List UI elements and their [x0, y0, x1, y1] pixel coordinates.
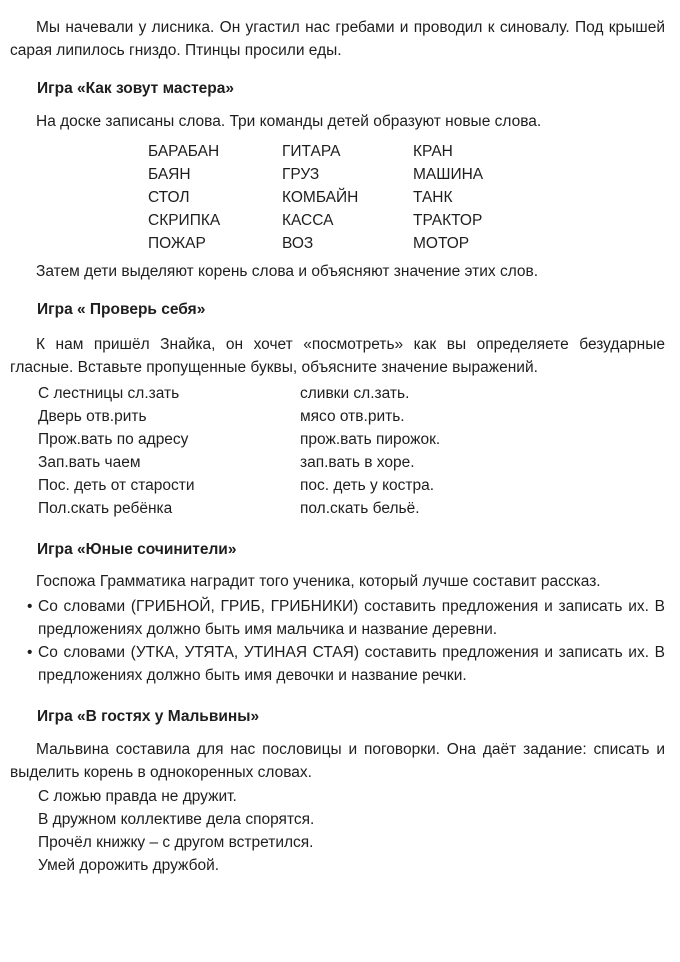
- game4-heading: Игра «В гостях у Мальвины»: [37, 708, 260, 725]
- word-table: [148, 140, 665, 255]
- intro-paragraph: Мы начевали у лисника. Он угастил нас гребами и проводил к синовалу. Под крышей сарая липилось гниздо. Птинцы просили еды.: [10, 19, 665, 59]
- word-cell: ГИТАРА: [282, 143, 341, 160]
- word-cell: СТОЛ: [148, 189, 190, 206]
- exercise-cell: Пол.скать ребёнка: [38, 500, 173, 517]
- exercise-table: [38, 382, 665, 520]
- exercise-cell: зап.вать в хоре.: [300, 454, 415, 471]
- bullet-text: Со словами (УТКА, УТЯТА, УТИНАЯ СТАЯ) составить предложения и записать их. В предложениях должно быть имя девочки и название речки.: [38, 644, 665, 684]
- exercise-cell: сливки сл.зать.: [300, 385, 410, 402]
- word-cell: ТАНК: [413, 189, 453, 206]
- word-cell: ВОЗ: [282, 235, 314, 252]
- word-cell: МОТОР: [413, 235, 470, 252]
- word-cell: СКРИПКА: [148, 212, 221, 229]
- exercise-cell: Пос. деть от старости: [38, 477, 195, 494]
- game4-intro: Мальвина составила для нас пословицы и поговорки. Она даёт задание: списать и выделить корень в однокоренных словах.: [10, 741, 665, 781]
- game2-intro: К нам пришёл Знайка, он хочет «посмотреть» как вы определяете безударные гласные. Вставьте пропущенные буквы, объясните значение выражений.: [10, 336, 665, 376]
- word-cell: БАРАБАН: [148, 143, 220, 160]
- list-item: [10, 595, 665, 641]
- exercise-cell: Зап.вать чаем: [38, 454, 141, 471]
- word-cell: БАЯН: [148, 166, 191, 183]
- game2-heading: Игра « Проверь себя»: [37, 301, 206, 318]
- exercise-cell: пос. деть у костра.: [300, 477, 435, 494]
- exercise-cell: пол.скать бельё.: [300, 500, 420, 517]
- proverb-line: С ложью правда не дружит.: [38, 788, 237, 805]
- exercise-cell: мясо отв.рить.: [300, 408, 405, 425]
- word-cell: ГРУЗ: [282, 166, 320, 183]
- game3-bullet-list: [10, 595, 665, 687]
- game3-intro: Госпожа Грамматика наградит того ученика, который лучше составит рассказ.: [36, 573, 601, 590]
- word-cell: КРАН: [413, 143, 453, 160]
- bullet-text: Со словами (ГРИБНОЙ, ГРИБ, ГРИБНИКИ) составить предложения и записать их. В предложениях должно быть имя мальчика и название деревни.: [38, 598, 665, 638]
- word-cell: КОМБАЙН: [282, 189, 359, 206]
- proverb-line: В дружном коллективе дела спорятся.: [38, 811, 315, 828]
- exercise-cell: Дверь отв.рить: [38, 408, 147, 425]
- list-item: [10, 641, 665, 687]
- proverb-line: Прочёл книжку – с другом встретился.: [38, 834, 314, 851]
- game1-heading: Игра «Как зовут мастера»: [37, 80, 235, 97]
- game3-heading: Игра «Юные сочинители»: [37, 541, 237, 558]
- bullet-icon: •: [27, 644, 33, 661]
- word-cell: ТРАКТОР: [413, 212, 483, 229]
- word-cell: КАССА: [282, 212, 334, 229]
- game1-intro: На доске записаны слова. Три команды детей образуют новые слова.: [36, 113, 542, 130]
- proverb-list: [10, 785, 665, 877]
- proverb-line: Умей дорожить дружбой.: [38, 857, 220, 874]
- exercise-cell: прож.вать пирожок.: [300, 431, 441, 448]
- exercise-cell: Прож.вать по адресу: [38, 431, 189, 448]
- word-cell: ПОЖАР: [148, 235, 206, 252]
- exercise-cell: С лестницы сл.зать: [38, 385, 180, 402]
- word-cell: МАШИНА: [413, 166, 484, 183]
- game1-outro: Затем дети выделяют корень слова и объясняют значение этих слов.: [36, 263, 539, 280]
- bullet-icon: •: [27, 598, 33, 615]
